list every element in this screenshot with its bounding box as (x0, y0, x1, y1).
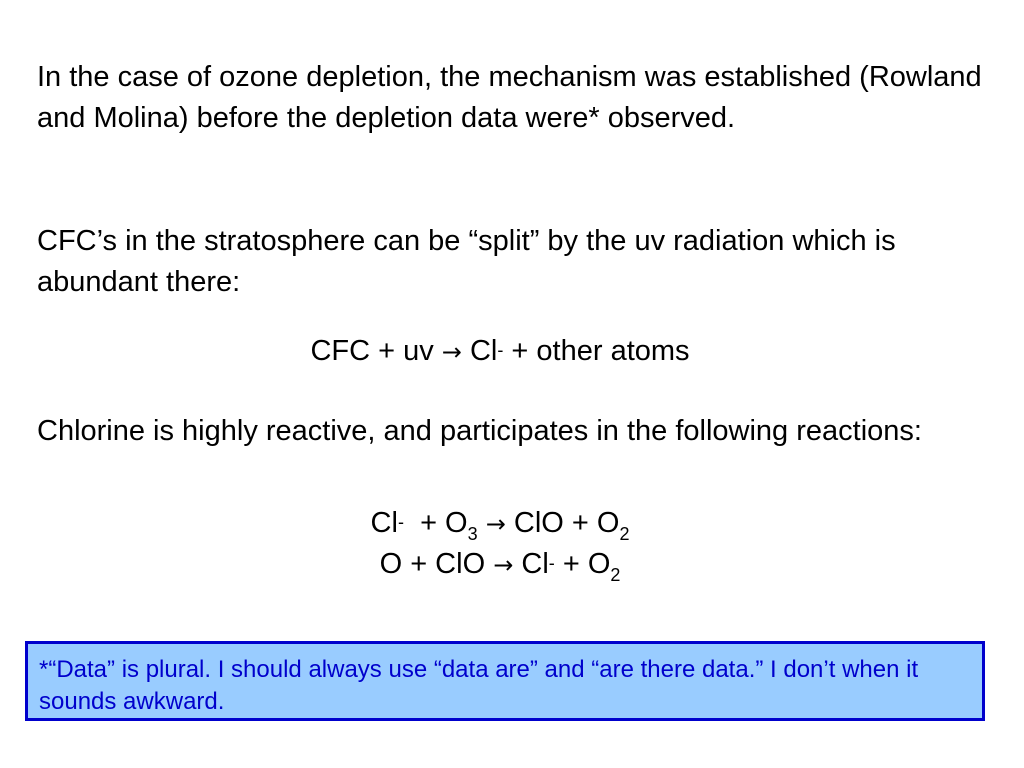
footnote-text: *“Data” is plural. I should always use “data are” and “are there data.” I don’t when it sounds awkward. (39, 656, 919, 715)
eq2-sub-2: 2 (619, 524, 630, 544)
paragraph-cfc-split: CFC’s in the stratosphere can be “split” by the uv radiation which is abundant there: (37, 225, 896, 298)
eq1-chlorine: Cl (469, 335, 498, 367)
paragraph-ozone-mechanism: In the case of ozone depletion, the mechanism was established (Rowland and Molina) before the depletion data were* observed. (37, 61, 982, 134)
paragraph-chlorine-reactive: Chlorine is highly reactive, and participates in the following reactions: (37, 415, 922, 447)
arrow-icon: → (441, 338, 462, 366)
eq1-rest: + other atoms (511, 335, 690, 367)
equation-cl-ozone (0, 505, 1000, 542)
eq2-sub-3: 3 (467, 524, 478, 544)
eq3-oxygen: + O (562, 548, 611, 580)
footnote-box (25, 641, 985, 721)
eq2-products: ClO + O (513, 507, 620, 539)
eq3-chlorine: Cl (521, 548, 549, 580)
eq2-charge: - (397, 512, 404, 532)
eq2-ozone: + O (420, 507, 468, 539)
eq2-chlorine: Cl (370, 507, 398, 539)
eq3-sub-2: 2 (610, 565, 621, 585)
eq3-charge: - (548, 553, 555, 573)
arrow-icon: → (493, 551, 514, 579)
equation-o-clo (0, 546, 1000, 583)
eq3-reactants: O + ClO (379, 548, 486, 580)
eq1-reactants: CFC + uv (310, 335, 434, 367)
equation-cfc-uv (0, 333, 1000, 370)
arrow-icon: → (485, 510, 506, 538)
eq1-charge: - (497, 340, 504, 360)
